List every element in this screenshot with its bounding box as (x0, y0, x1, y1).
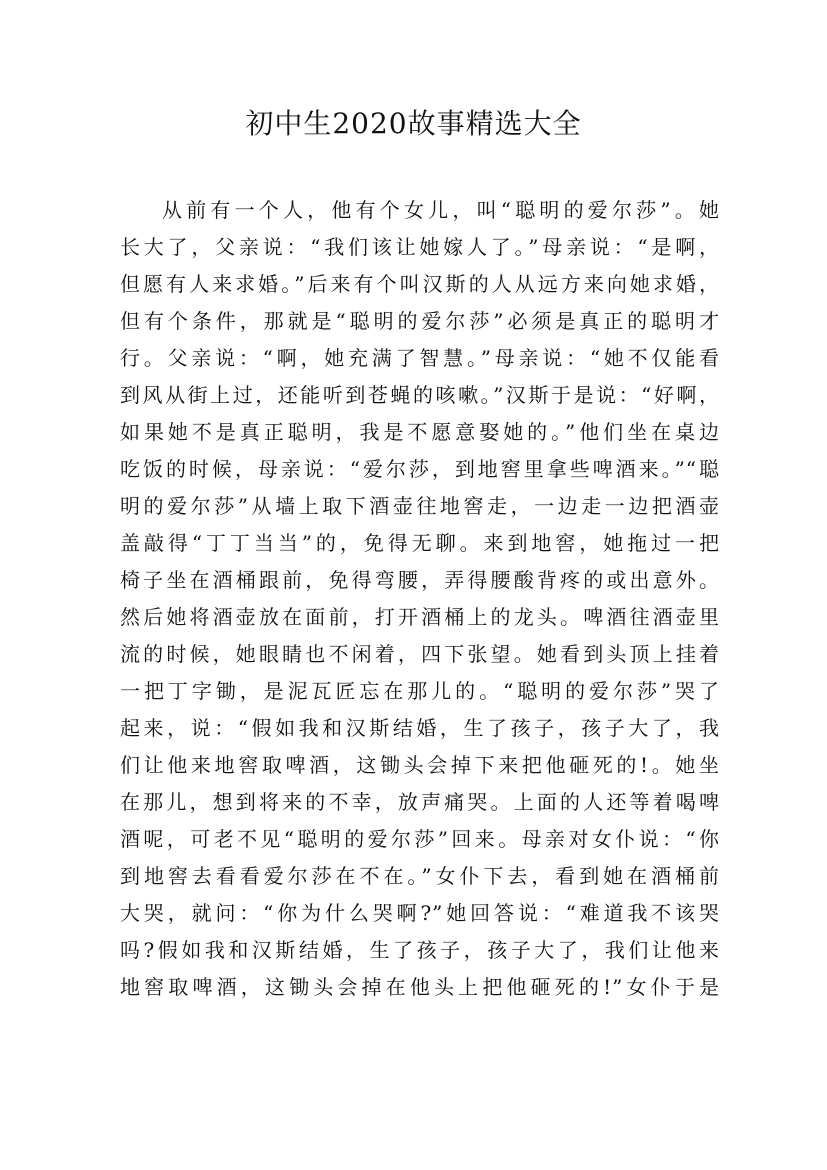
text-line: 地窖取啤酒，这锄头会掉在他头上把他砸死的!”女仆于是 (120, 975, 720, 999)
document-title: 初中生2020故事精选大全 (245, 107, 582, 140)
text-line: 在那儿，想到将来的不幸，放声痛哭。上面的人还等着喝啤 (120, 790, 720, 814)
text-line: 流的时候，她眼睛也不闲着，四下张望。她看到头顶上挂着 (120, 642, 720, 666)
text-line: 酒呢，可老不见“聪明的爱尔莎”回来。母亲对女仆说：“你 (120, 827, 720, 851)
text-line: 们让他来地窖取啤酒，这锄头会掉下来把他砸死的!。她坐 (120, 753, 720, 777)
text-line: 但有个条件，那就是“聪明的爱尔莎”必须是真正的聪明才 (120, 309, 720, 333)
text-line: 盖敲得“丁丁当当”的，免得无聊。来到地窖，她拖过一把 (120, 531, 720, 555)
text-line: 如果她不是真正聪明，我是不愿意娶她的。”他们坐在桌边 (120, 420, 720, 444)
text-line: 但愿有人来求婚。”后来有个叫汉斯的人从远方来向她求婚， (120, 272, 720, 296)
text-line: 然后她将酒壶放在面前，打开酒桶上的龙头。啤酒往酒壶里 (120, 605, 720, 629)
text-line: 到地窖去看看爱尔莎在不在。”女仆下去，看到她在酒桶前 (120, 864, 720, 888)
text-line: 到风从街上过，还能听到苍蝇的咳嗽。”汉斯于是说：“好啊， (120, 383, 720, 407)
text-line: 从前有一个人，他有个女儿，叫“聪明的爱尔莎”。她 (162, 198, 720, 222)
text-line: 椅子坐在酒桶跟前，免得弯腰，弄得腰酸背疼的或出意外。 (120, 568, 720, 592)
text-line: 一把丁字锄，是泥瓦匠忘在那儿的。“聪明的爱尔莎”哭了 (120, 679, 720, 703)
text-line: 明的爱尔莎”从墙上取下酒壶往地窖走，一边走一边把酒壶 (120, 494, 720, 518)
text-line: 吃饭的时候，母亲说：“爱尔莎，到地窖里拿些啤酒来。”“聪 (120, 457, 720, 481)
story-paragraph (120, 192, 720, 1006)
text-line: 大哭，就问：“你为什么哭啊?”她回答说：“难道我不该哭 (120, 901, 720, 925)
text-line: 起来，说：“假如我和汉斯结婚，生了孩子，孩子大了，我 (120, 716, 720, 740)
text-line: 行。父亲说：“啊，她充满了智慧。”母亲说：“她不仅能看 (120, 346, 720, 370)
text-line: 长大了，父亲说：“我们该让她嫁人了。”母亲说：“是啊， (120, 235, 720, 259)
text-line: 吗?假如我和汉斯结婚，生了孩子，孩子大了，我们让他来 (120, 938, 720, 962)
